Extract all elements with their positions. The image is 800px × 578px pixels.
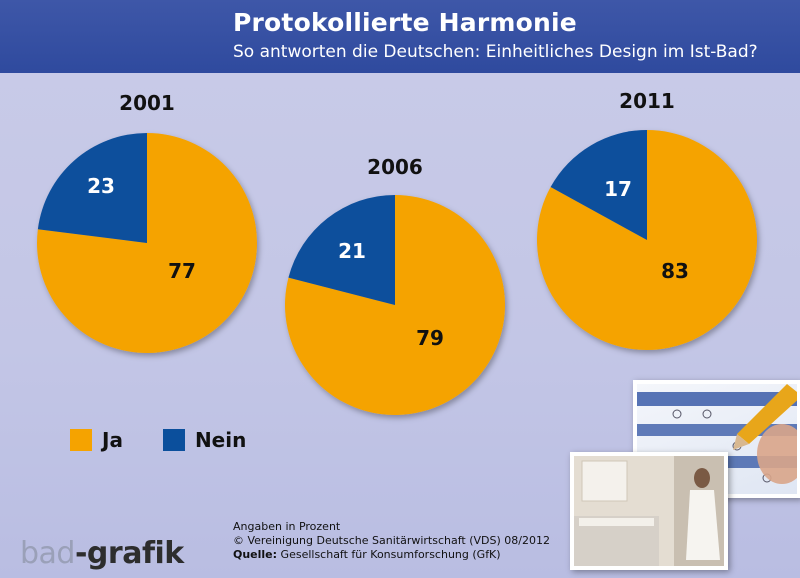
legend-label-nein: Nein <box>194 428 247 452</box>
pie-title-2001: 2001 <box>119 91 175 115</box>
data-label-2011-ja: 83 <box>661 259 689 283</box>
footer-source-text: Gesellschaft für Konsumforschung (GfK) <box>277 548 501 561</box>
chart-subtitle: So antworten die Deutschen: Einheitliches Design im Ist-Bad? <box>233 42 758 62</box>
legend-label-ja: Ja <box>102 428 123 452</box>
footer-copyright: © Vereinigung Deutsche Sanitärwirtschaft (VDS) 08/2012 <box>233 534 550 547</box>
footer-source-label: Quelle: <box>233 548 278 561</box>
footer-source <box>233 548 550 562</box>
chart-title: Protokollierte Harmonie <box>233 8 577 37</box>
legend-item-ja <box>70 428 123 452</box>
data-label-2011-nein: 17 <box>604 177 632 201</box>
pie-title-2011: 2011 <box>619 89 675 113</box>
pie-2011 <box>537 130 757 350</box>
legend <box>70 428 246 452</box>
footer-units: Angaben in Prozent <box>233 520 341 533</box>
data-label-2001-ja: 77 <box>168 259 196 283</box>
bad-grafik-logo: bad-grafik <box>20 536 184 571</box>
legend-item-nein <box>163 428 246 452</box>
pie-2006 <box>285 195 505 415</box>
data-label-2006-nein: 21 <box>338 239 366 263</box>
pie-title-2006: 2006 <box>367 155 423 179</box>
legend-swatch-ja <box>70 429 92 451</box>
bathroom-photo <box>570 452 728 570</box>
footer <box>233 520 550 562</box>
pie-2001 <box>37 133 257 353</box>
data-label-2006-ja: 79 <box>416 326 444 350</box>
data-label-2001-nein: 23 <box>87 174 115 198</box>
legend-swatch-nein <box>163 429 185 451</box>
